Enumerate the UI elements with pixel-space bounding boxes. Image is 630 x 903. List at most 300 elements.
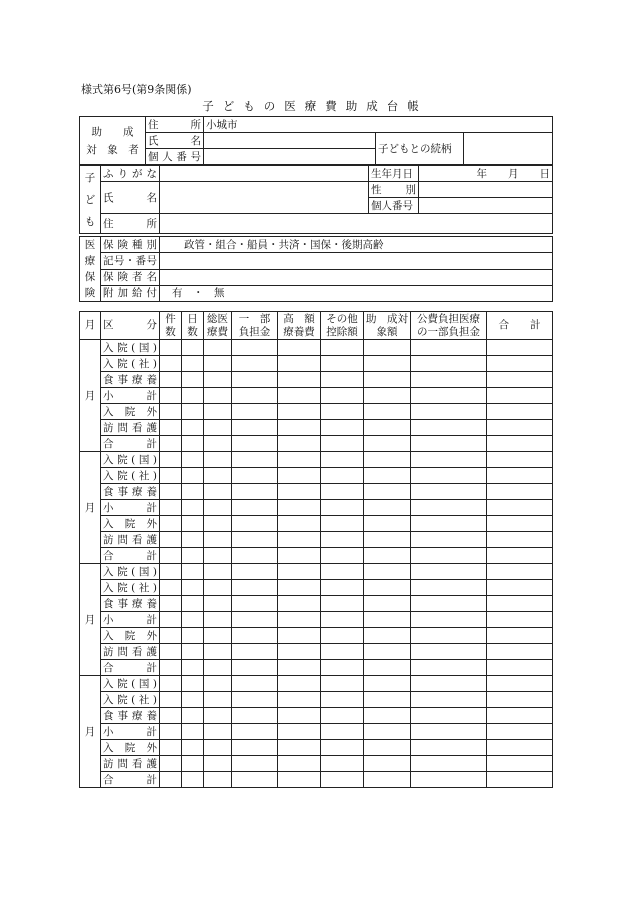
amount-cell[interactable] [232, 708, 278, 724]
amount-cell[interactable] [278, 516, 321, 532]
amount-cell[interactable] [321, 612, 364, 628]
amount-cell[interactable] [232, 532, 278, 548]
amount-cell[interactable] [364, 692, 411, 708]
amount-cell[interactable] [487, 500, 553, 516]
amount-cell[interactable] [411, 532, 487, 548]
amount-cell[interactable] [411, 500, 487, 516]
amount-cell[interactable] [160, 388, 182, 404]
amount-cell[interactable] [204, 596, 232, 612]
amount-cell[interactable] [278, 772, 321, 788]
amount-cell[interactable] [160, 660, 182, 676]
amount-cell[interactable] [364, 436, 411, 452]
child-id-field[interactable] [419, 198, 553, 214]
amount-cell[interactable] [364, 468, 411, 484]
amount-cell[interactable] [278, 548, 321, 564]
table-row [80, 356, 553, 372]
category-label: 訪問看護 [101, 644, 160, 660]
amount-cell[interactable] [182, 372, 204, 388]
month-cell[interactable]: 月 [80, 452, 101, 564]
amount-cell[interactable] [321, 740, 364, 756]
amount-cell[interactable] [182, 756, 204, 772]
amount-cell[interactable] [411, 660, 487, 676]
amount-cell[interactable] [278, 644, 321, 660]
child-side-label: 子 ど も [80, 166, 101, 234]
amount-cell[interactable] [321, 564, 364, 580]
amount-cell[interactable] [278, 356, 321, 372]
amount-cell[interactable] [160, 612, 182, 628]
amount-cell[interactable] [411, 340, 487, 356]
amount-cell[interactable] [364, 484, 411, 500]
amount-cell[interactable] [321, 532, 364, 548]
sex-label: 性 別 [369, 182, 419, 198]
amount-cell[interactable] [204, 500, 232, 516]
insurer-name-field[interactable] [160, 269, 553, 285]
amount-cell[interactable] [364, 756, 411, 772]
amount-cell[interactable] [232, 548, 278, 564]
amount-cell[interactable] [364, 612, 411, 628]
amount-cell[interactable] [364, 564, 411, 580]
amount-cell[interactable] [182, 740, 204, 756]
amount-cell[interactable] [411, 628, 487, 644]
amount-cell[interactable] [182, 772, 204, 788]
amount-cell[interactable] [182, 724, 204, 740]
amount-cell[interactable] [204, 564, 232, 580]
amount-cell[interactable] [364, 596, 411, 612]
amount-cell[interactable] [321, 516, 364, 532]
amount-cell[interactable] [204, 516, 232, 532]
amount-cell[interactable] [182, 644, 204, 660]
header-days: 日数 [182, 312, 204, 340]
amount-cell[interactable] [204, 420, 232, 436]
amount-cell[interactable] [487, 612, 553, 628]
amount-cell[interactable] [160, 628, 182, 644]
amount-cell[interactable] [487, 692, 553, 708]
amount-cell[interactable] [182, 420, 204, 436]
amount-cell[interactable] [364, 452, 411, 468]
amount-cell[interactable] [232, 420, 278, 436]
amount-cell[interactable] [204, 740, 232, 756]
amount-cell[interactable] [182, 356, 204, 372]
amount-cell[interactable] [487, 436, 553, 452]
amount-cell[interactable] [411, 708, 487, 724]
amount-cell[interactable] [232, 468, 278, 484]
amount-cell[interactable] [321, 484, 364, 500]
amount-cell[interactable] [182, 628, 204, 644]
amount-cell[interactable] [487, 468, 553, 484]
amount-cell[interactable] [204, 644, 232, 660]
amount-cell[interactable] [487, 644, 553, 660]
birthdate-value[interactable]: 年 月 日 [419, 166, 553, 182]
amount-cell[interactable] [487, 516, 553, 532]
amount-cell[interactable] [487, 356, 553, 372]
amount-cell[interactable] [232, 740, 278, 756]
amount-cell[interactable] [411, 676, 487, 692]
amount-cell[interactable] [411, 596, 487, 612]
amount-cell[interactable] [232, 644, 278, 660]
amount-cell[interactable] [232, 724, 278, 740]
amount-cell[interactable] [182, 692, 204, 708]
amount-cell[interactable] [487, 532, 553, 548]
amount-cell[interactable] [487, 548, 553, 564]
amount-cell[interactable] [278, 724, 321, 740]
amount-cell[interactable] [232, 628, 278, 644]
amount-cell[interactable] [232, 404, 278, 420]
amount-cell[interactable] [160, 724, 182, 740]
amount-cell[interactable] [487, 580, 553, 596]
category-label: 合 計 [101, 772, 160, 788]
amount-cell[interactable] [204, 708, 232, 724]
amount-cell[interactable] [160, 404, 182, 420]
amount-cell[interactable] [411, 372, 487, 388]
amount-cell[interactable] [321, 452, 364, 468]
amount-cell[interactable] [182, 484, 204, 500]
amount-cell[interactable] [160, 596, 182, 612]
category-label: 入 院 外 [101, 404, 160, 420]
amount-cell[interactable] [204, 532, 232, 548]
amount-cell[interactable] [321, 436, 364, 452]
amount-cell[interactable] [321, 356, 364, 372]
amount-cell[interactable] [232, 580, 278, 596]
amount-cell[interactable] [204, 548, 232, 564]
amount-cell[interactable] [204, 404, 232, 420]
amount-cell[interactable] [160, 708, 182, 724]
amount-cell[interactable] [160, 420, 182, 436]
month-cell[interactable]: 月 [80, 564, 101, 676]
amount-cell[interactable] [321, 676, 364, 692]
amount-cell[interactable] [182, 660, 204, 676]
amount-cell[interactable] [204, 484, 232, 500]
amount-cell[interactable] [232, 772, 278, 788]
amount-cell[interactable] [160, 676, 182, 692]
amount-cell[interactable] [160, 772, 182, 788]
amount-cell[interactable] [364, 404, 411, 420]
header-subsidy-target: 助 成対象額 [364, 312, 411, 340]
amount-cell[interactable] [278, 532, 321, 548]
amount-cell[interactable] [364, 388, 411, 404]
header-high-cost: 高 額療養費 [278, 312, 321, 340]
amount-cell[interactable] [411, 740, 487, 756]
amount-cell[interactable] [160, 516, 182, 532]
amount-cell[interactable] [364, 740, 411, 756]
amount-cell[interactable] [278, 564, 321, 580]
amount-cell[interactable] [278, 676, 321, 692]
amount-cell[interactable] [321, 644, 364, 660]
page-title: 子どもの医療費助成台帳 [202, 99, 428, 113]
amount-cell[interactable] [364, 548, 411, 564]
amount-cell[interactable] [182, 580, 204, 596]
amount-cell[interactable] [160, 580, 182, 596]
amount-cell[interactable] [411, 692, 487, 708]
table-row [80, 660, 553, 676]
amount-cell[interactable] [487, 676, 553, 692]
amount-cell[interactable] [160, 548, 182, 564]
amount-cell[interactable] [278, 452, 321, 468]
amount-cell[interactable] [364, 676, 411, 692]
amount-cell[interactable] [278, 628, 321, 644]
category-label: 合 計 [101, 548, 160, 564]
month-cell[interactable]: 月 [80, 676, 101, 788]
amount-cell[interactable] [182, 676, 204, 692]
amount-cell[interactable] [487, 564, 553, 580]
amount-cell[interactable] [364, 660, 411, 676]
amount-cell[interactable] [232, 340, 278, 356]
amount-cell[interactable] [411, 356, 487, 372]
amount-cell[interactable] [411, 436, 487, 452]
amount-cell[interactable] [321, 580, 364, 596]
amount-cell[interactable] [321, 596, 364, 612]
amount-cell[interactable] [204, 356, 232, 372]
amount-cell[interactable] [160, 692, 182, 708]
amount-cell[interactable] [487, 372, 553, 388]
amount-cell[interactable] [182, 548, 204, 564]
amount-cell[interactable] [160, 740, 182, 756]
table-row [80, 516, 553, 532]
amount-cell[interactable] [160, 356, 182, 372]
amount-cell[interactable] [278, 468, 321, 484]
amount-cell[interactable] [182, 404, 204, 420]
month-cell[interactable]: 月 [80, 340, 101, 452]
subject-address-label: 住 所 [146, 117, 204, 133]
amount-cell[interactable] [232, 372, 278, 388]
table-row [80, 420, 553, 436]
amount-cell[interactable] [160, 644, 182, 660]
amount-cell[interactable] [232, 388, 278, 404]
amount-cell[interactable] [182, 596, 204, 612]
amount-cell[interactable] [232, 452, 278, 468]
amount-cell[interactable] [411, 612, 487, 628]
amount-cell[interactable] [160, 756, 182, 772]
child-furigana-field[interactable] [160, 166, 369, 182]
amount-cell[interactable] [364, 532, 411, 548]
amount-cell[interactable] [278, 596, 321, 612]
amount-cell[interactable] [278, 692, 321, 708]
amount-cell[interactable] [487, 772, 553, 788]
amount-cell[interactable] [411, 580, 487, 596]
amount-cell[interactable] [182, 340, 204, 356]
amount-cell[interactable] [232, 564, 278, 580]
amount-cell[interactable] [232, 676, 278, 692]
amount-cell[interactable] [411, 724, 487, 740]
amount-cell[interactable] [278, 612, 321, 628]
subject-name-field[interactable] [204, 133, 376, 149]
amount-cell[interactable] [411, 404, 487, 420]
amount-cell[interactable] [278, 484, 321, 500]
amount-cell[interactable] [364, 580, 411, 596]
amount-cell[interactable] [204, 676, 232, 692]
amount-cell[interactable] [487, 628, 553, 644]
amount-cell[interactable] [487, 340, 553, 356]
amount-cell[interactable] [182, 388, 204, 404]
category-label: 入院(社) [101, 580, 160, 596]
amount-cell[interactable] [321, 404, 364, 420]
amount-cell[interactable] [204, 388, 232, 404]
amount-cell[interactable] [204, 468, 232, 484]
amount-cell[interactable] [232, 356, 278, 372]
amount-cell[interactable] [364, 372, 411, 388]
amount-cell[interactable] [411, 756, 487, 772]
amount-cell[interactable] [364, 340, 411, 356]
amount-cell[interactable] [487, 404, 553, 420]
amount-cell[interactable] [204, 436, 232, 452]
amount-cell[interactable] [321, 708, 364, 724]
insurance-number-field[interactable] [160, 253, 553, 269]
amount-cell[interactable] [321, 772, 364, 788]
amount-cell[interactable] [160, 532, 182, 548]
table-row [80, 564, 553, 580]
benefit-options[interactable]: 有 ・ 無 [160, 285, 553, 301]
amount-cell[interactable] [487, 388, 553, 404]
amount-cell[interactable] [160, 340, 182, 356]
amount-cell[interactable] [487, 596, 553, 612]
amount-cell[interactable] [278, 660, 321, 676]
relation-field[interactable] [464, 133, 553, 165]
insurance-type-options[interactable]: 政管・組合・船員・共済・国保・後期高齢 [160, 237, 553, 253]
category-label: 入院(社) [101, 356, 160, 372]
child-furigana-label: ふりがな [101, 166, 160, 182]
table-row [80, 740, 553, 756]
amount-cell[interactable] [160, 372, 182, 388]
amount-cell[interactable] [160, 484, 182, 500]
amount-cell[interactable] [278, 420, 321, 436]
amount-cell[interactable] [278, 580, 321, 596]
amount-cell[interactable] [204, 724, 232, 740]
amount-cell[interactable] [278, 740, 321, 756]
amount-cell[interactable] [204, 628, 232, 644]
sex-field[interactable] [419, 182, 553, 198]
amount-cell[interactable] [487, 484, 553, 500]
amount-cell[interactable] [278, 436, 321, 452]
amount-cell[interactable] [204, 772, 232, 788]
amount-cell[interactable] [278, 404, 321, 420]
amount-cell[interactable] [321, 548, 364, 564]
amount-cell[interactable] [278, 756, 321, 772]
category-label: 合 計 [101, 436, 160, 452]
amount-cell[interactable] [487, 708, 553, 724]
amount-cell[interactable] [321, 468, 364, 484]
amount-cell[interactable] [232, 692, 278, 708]
amount-cell[interactable] [278, 500, 321, 516]
amount-cell[interactable] [321, 660, 364, 676]
amount-cell[interactable] [487, 740, 553, 756]
amount-cell[interactable] [364, 420, 411, 436]
amount-cell[interactable] [278, 708, 321, 724]
amount-cell[interactable] [364, 772, 411, 788]
subject-id-label: 個人番号 [146, 149, 204, 165]
amount-cell[interactable] [321, 692, 364, 708]
amount-cell[interactable] [204, 660, 232, 676]
amount-cell[interactable] [411, 644, 487, 660]
amount-cell[interactable] [182, 532, 204, 548]
amount-cell[interactable] [364, 356, 411, 372]
subject-label: 助 成 対 象 者 [80, 117, 146, 165]
amount-cell[interactable] [278, 340, 321, 356]
amount-cell[interactable] [364, 644, 411, 660]
table-row [80, 756, 553, 772]
amount-cell[interactable] [364, 708, 411, 724]
amount-cell[interactable] [232, 596, 278, 612]
amount-cell[interactable] [411, 452, 487, 468]
amount-cell[interactable] [364, 516, 411, 532]
amount-cell[interactable] [411, 516, 487, 532]
amount-cell[interactable] [182, 452, 204, 468]
amount-cell[interactable] [204, 756, 232, 772]
amount-cell[interactable] [487, 756, 553, 772]
amount-cell[interactable] [411, 484, 487, 500]
amount-cell[interactable] [204, 372, 232, 388]
category-label: 小 計 [101, 388, 160, 404]
amount-cell[interactable] [321, 724, 364, 740]
amount-cell[interactable] [204, 580, 232, 596]
subject-address-value[interactable]: 小城市 [204, 117, 553, 133]
insurer-name-label: 保険者名 [101, 269, 160, 285]
amount-cell[interactable] [321, 500, 364, 516]
amount-cell[interactable] [411, 420, 487, 436]
amount-cell[interactable] [232, 484, 278, 500]
amount-cell[interactable] [182, 612, 204, 628]
amount-cell[interactable] [182, 436, 204, 452]
amount-cell[interactable] [321, 628, 364, 644]
amount-cell[interactable] [160, 468, 182, 484]
amount-cell[interactable] [204, 452, 232, 468]
subject-id-field[interactable] [204, 149, 376, 165]
amount-cell[interactable] [321, 420, 364, 436]
child-address-field[interactable] [160, 214, 553, 234]
amount-cell[interactable] [411, 772, 487, 788]
amount-cell[interactable] [232, 436, 278, 452]
amount-cell[interactable] [160, 500, 182, 516]
amount-cell[interactable] [364, 500, 411, 516]
amount-cell[interactable] [182, 708, 204, 724]
amount-cell[interactable] [411, 388, 487, 404]
amount-cell[interactable] [160, 564, 182, 580]
amount-cell[interactable] [232, 500, 278, 516]
amount-cell[interactable] [411, 468, 487, 484]
child-name-field[interactable] [160, 182, 369, 214]
amount-cell[interactable] [487, 420, 553, 436]
category-label: 入院(社) [101, 468, 160, 484]
amount-cell[interactable] [487, 452, 553, 468]
amount-cell[interactable] [278, 388, 321, 404]
amount-cell[interactable] [411, 564, 487, 580]
category-label: 小 計 [101, 500, 160, 516]
amount-cell[interactable] [232, 756, 278, 772]
amount-cell[interactable] [232, 516, 278, 532]
amount-cell[interactable] [321, 340, 364, 356]
amount-cell[interactable] [160, 452, 182, 468]
table-row [80, 404, 553, 420]
amount-cell[interactable] [204, 340, 232, 356]
amount-cell[interactable] [182, 500, 204, 516]
amount-cell[interactable] [204, 612, 232, 628]
amount-cell[interactable] [321, 756, 364, 772]
amount-cell[interactable] [278, 372, 321, 388]
amount-cell[interactable] [487, 724, 553, 740]
amount-cell[interactable] [182, 468, 204, 484]
amount-cell[interactable] [411, 548, 487, 564]
amount-cell[interactable] [364, 628, 411, 644]
amount-cell[interactable] [364, 724, 411, 740]
amount-cell[interactable] [487, 660, 553, 676]
amount-cell[interactable] [232, 612, 278, 628]
amount-cell[interactable] [232, 660, 278, 676]
table-row [80, 612, 553, 628]
amount-cell[interactable] [321, 372, 364, 388]
amount-cell[interactable] [160, 436, 182, 452]
amount-cell[interactable] [182, 516, 204, 532]
amount-cell[interactable] [182, 564, 204, 580]
amount-cell[interactable] [204, 692, 232, 708]
amount-cell[interactable] [321, 388, 364, 404]
